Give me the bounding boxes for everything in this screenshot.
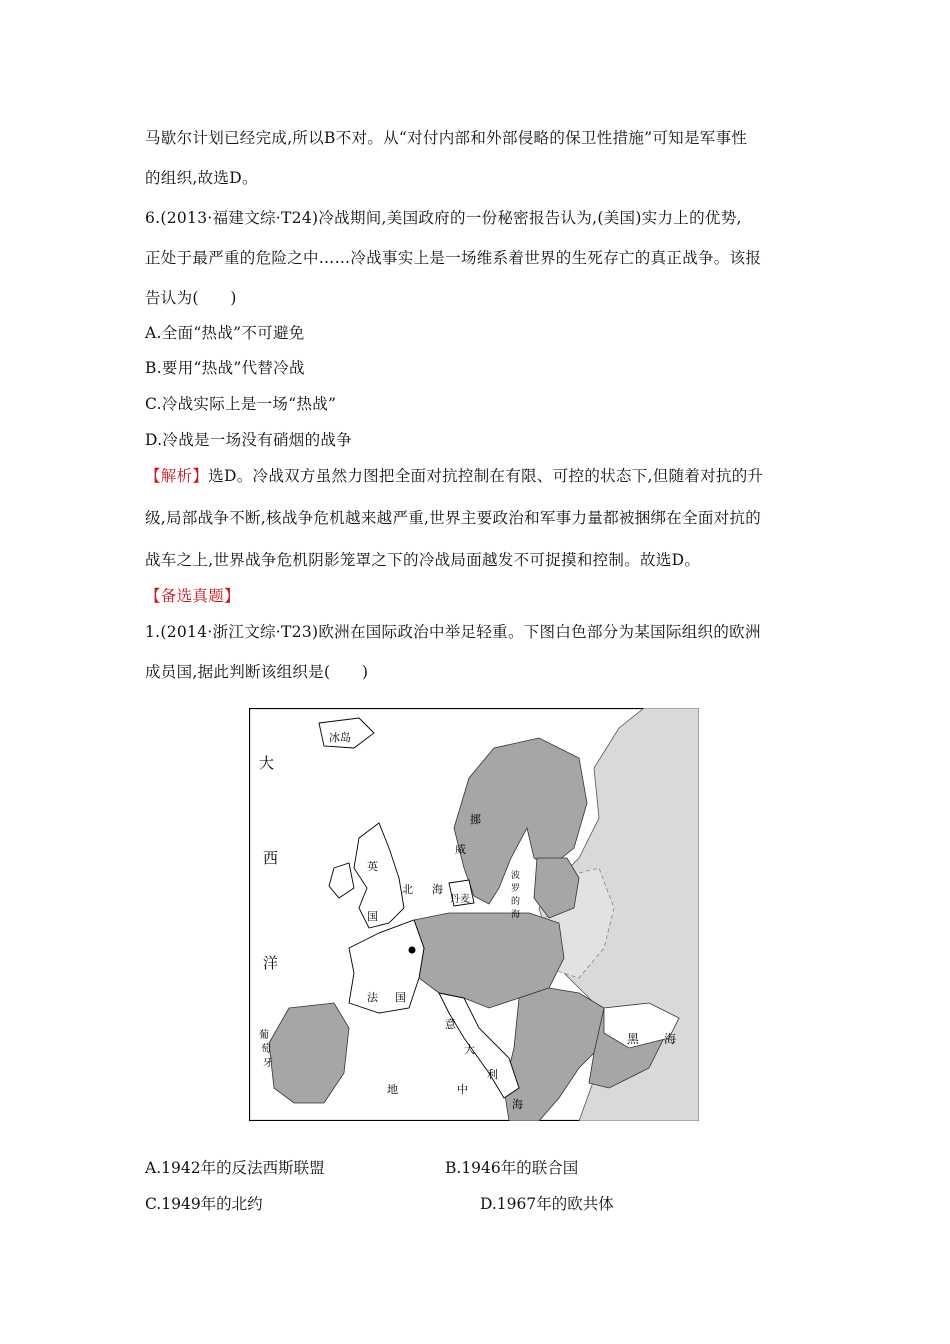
answer-option-c: C.1949年的北约 (145, 1195, 263, 1213)
analysis-line (145, 464, 763, 486)
answer-option-b: B.1946年的联合国 (445, 1159, 579, 1177)
analysis-text: 选D。冷战双方虽然力图把全面对抗控制在有限、可控的状态下,但随着对抗的升 (208, 467, 764, 485)
label-mediterranean-2: 中 (457, 1083, 468, 1096)
analysis-tag: 【解析】 (145, 467, 209, 485)
question-1-line: 成员国,据此判断该组织是( ) (145, 663, 369, 681)
answer-option-d: D.1967年的欧共体 (480, 1195, 614, 1213)
label-atlantic-1: 大 (259, 754, 275, 772)
label-baltic-3: 的 (511, 897, 521, 907)
label-norway-1: 挪 (470, 813, 481, 826)
label-baltic-1: 波 (511, 871, 521, 881)
label-portugal-1: 葡 (259, 1030, 269, 1041)
label-france-1: 法 (367, 991, 378, 1004)
label-france-2: 国 (395, 991, 406, 1004)
answer-option-a: A.1942年的反法西斯联盟 (145, 1159, 325, 1177)
label-uk-1: 英 (367, 860, 378, 873)
label-italy-2: 大 (464, 1043, 475, 1056)
question-6-line: 告认为( ) (145, 289, 237, 307)
section-tag: 【备选真题】 (145, 587, 240, 605)
label-north-sea-2: 海 (432, 883, 443, 896)
question-6-line: 6.(2013·福建文综·T24)冷战期间,美国政府的一份秘密报告认为,(美国)实力上的优势, (145, 209, 742, 227)
label-norway-2: 威 (455, 843, 466, 856)
text-line: 的组织,故选D。 (145, 169, 258, 187)
label-italy-1: 意 (445, 1018, 456, 1031)
question-1-line: 1.(2014·浙江文综·T23)欧洲在国际政治中举足轻重。下图白色部分为某国际组织的欧洲 (145, 623, 761, 641)
label-italy-3: 利 (487, 1068, 498, 1081)
label-mediterranean-1: 地 (387, 1083, 398, 1096)
label-black-sea-1: 黑 (627, 1032, 640, 1046)
analysis-line: 级,局部战争不断,核战争危机越来越严重,世界主要政治和军事力量都被捆绑在全面对抗的 (145, 509, 762, 527)
option-b: B.要用“热战”代替冷战 (145, 359, 305, 377)
label-portugal-2: 萄 (261, 1044, 271, 1055)
label-baltic-4: 海 (511, 910, 521, 920)
label-mediterranean-3: 海 (512, 1098, 523, 1111)
option-d: D.冷战是一场没有硝烟的战争 (145, 431, 353, 449)
label-black-sea-2: 海 (664, 1032, 677, 1046)
europe-map (249, 708, 699, 1121)
label-baltic-2: 罗 (511, 884, 521, 894)
option-a: A.全面“热战”不可避免 (145, 324, 305, 342)
option-c: C.冷战实际上是一场“热战” (145, 395, 337, 413)
label-uk-2: 国 (367, 910, 378, 923)
label-iceland: 冰岛 (329, 731, 351, 744)
text-line: 马歇尔计划已经完成,所以B不对。从“对付内部和外部侵略的保卫性措施”可知是军事性 (145, 129, 748, 147)
label-atlantic-3: 洋 (263, 954, 279, 972)
label-portugal-3: 牙 (263, 1058, 273, 1069)
capital-marker (409, 947, 416, 954)
label-north-sea-1: 北 (402, 883, 413, 896)
question-6-line: 正处于最严重的危险之中……冷战事实上是一场维系着世界的生死存亡的真正战争。该报 (145, 249, 762, 267)
label-denmark: 丹麦 (450, 894, 470, 905)
analysis-line: 战车之上,世界战争危机阴影笼罩之下的冷战局面越发不可捉摸和控制。故选D。 (145, 551, 701, 569)
label-atlantic-2: 西 (263, 849, 279, 867)
